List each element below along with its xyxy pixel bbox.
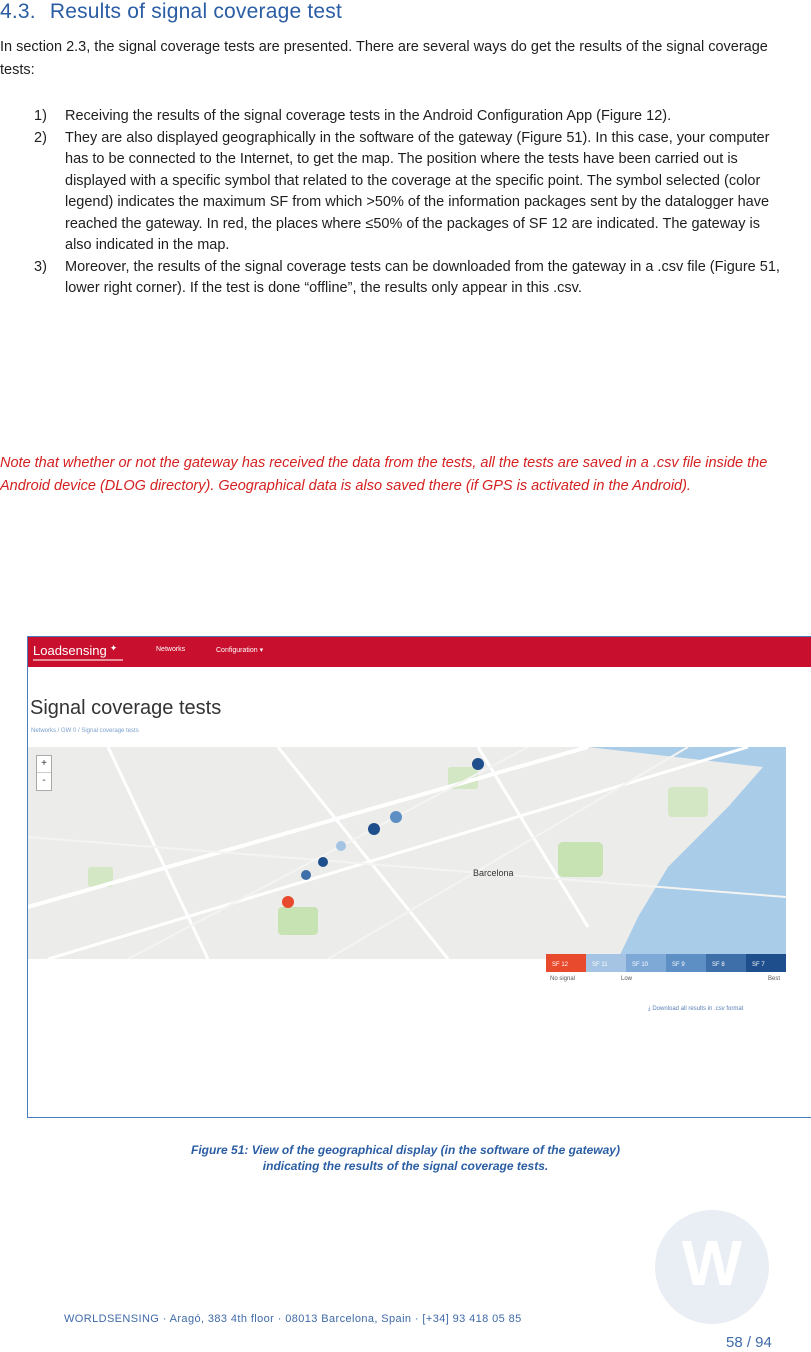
list-item-number: 2) xyxy=(34,129,47,146)
list-item xyxy=(0,128,790,257)
list-item-text: They are also displayed geographically in the software of the gateway (Figure 51). In this case, your computer has to be connected to the Internet, to get the map. The position where the tests have been carried out is displayed with a specific symbol that related to the coverage at the specific point. The symbol selected (color legend) indicates the maximum SF from which >50% of the information packages sent by the datalogger have reached the gateway. In red, the places where ≤50% of the packages of SF 12 are indicated. The gateway is also indicated in the map. xyxy=(65,129,770,253)
legend-mid-label: Low xyxy=(621,976,633,982)
gateway-marker[interactable] xyxy=(472,758,484,770)
worldsensing-logo xyxy=(655,1210,769,1324)
brand-underline xyxy=(33,659,123,661)
section-heading xyxy=(0,0,342,24)
legend-high-label: Best xyxy=(768,976,781,982)
zoom-out-button[interactable]: - xyxy=(37,772,51,789)
logo-letter: W xyxy=(681,1227,743,1299)
legend-low-label: No signal xyxy=(550,976,576,982)
nav-configuration[interactable]: Configuration ▾ xyxy=(216,647,264,654)
caption-line: indicating the results of the signal coverage tests. xyxy=(262,1159,549,1173)
park-area xyxy=(278,907,318,935)
legend-labels xyxy=(546,976,786,986)
breadcrumb[interactable]: Networks / GW 0 / Signal coverage tests xyxy=(31,728,139,734)
page-footer: WORLDSENSING · Aragó, 383 4th floor · 08013 Barcelona, Spain · [+34] 93 418 05 85 xyxy=(64,1313,522,1325)
caption-line: Figure 51: View of the geographical display (in the software of the gateway) xyxy=(191,1143,620,1157)
legend-segment-label: SF 12 xyxy=(552,962,569,968)
legend-segment-label: SF 11 xyxy=(592,962,608,968)
legend-segment-label: SF 7 xyxy=(752,962,765,968)
coverage-point[interactable] xyxy=(318,857,328,867)
list-item-text: Receiving the results of the signal coverage tests in the Android Configuration App (Figure 12). xyxy=(65,108,672,124)
coverage-point[interactable] xyxy=(368,823,380,835)
nav-networks[interactable]: Networks xyxy=(156,646,186,653)
list-item xyxy=(0,106,790,128)
page-number: 58 / 94 xyxy=(726,1334,772,1351)
coverage-point-red[interactable] xyxy=(282,896,294,908)
intro-paragraph: In section 2.3, the signal coverage tests are presented. There are several ways do get the results of the signal coverage tests: xyxy=(0,39,768,78)
park-area xyxy=(668,787,708,817)
list-item-number: 3) xyxy=(34,258,47,275)
brand-logo[interactable]: Loadsensing ✦ xyxy=(33,643,118,658)
coverage-point[interactable] xyxy=(336,841,346,851)
section-number: 4.3. xyxy=(0,0,36,23)
download-csv-link[interactable]: ⤓ Download all results in .csv format xyxy=(648,1006,744,1012)
coverage-map[interactable] xyxy=(28,747,786,959)
brand-mark-icon: ✦ xyxy=(109,643,118,653)
legend-segment-label: SF 9 xyxy=(672,962,685,968)
list-item xyxy=(0,257,790,300)
note-paragraph: Note that whether or not the gateway has received the data from the tests, all the tests are saved in a .csv file inside the Android device (DLOG directory). Geographical data is also saved there (if GPS is activated in the Android). xyxy=(0,455,768,494)
figure-screenshot xyxy=(27,636,811,1118)
list-item-number: 1) xyxy=(34,108,47,124)
results-list xyxy=(0,106,790,300)
figure-page-title: Signal coverage tests xyxy=(30,697,222,719)
app-topbar xyxy=(28,637,811,667)
legend-segment-label: SF 8 xyxy=(712,962,725,968)
zoom-in-button[interactable]: + xyxy=(41,758,47,769)
park-area xyxy=(558,842,603,877)
legend-segment-label: SF 10 xyxy=(632,962,649,968)
coverage-legend xyxy=(546,954,786,972)
coverage-point[interactable] xyxy=(390,811,402,823)
map-zoom-control xyxy=(36,755,52,791)
list-item-text: Moreover, the results of the signal coverage tests can be downloaded from the gateway in a .csv file (Figure 51, lower right corner). If the test is done “offline”, the results only appear in this .csv. xyxy=(65,258,780,296)
map-city-label: Barcelona xyxy=(473,868,514,878)
coverage-point[interactable] xyxy=(301,870,311,880)
section-title: Results of signal coverage test xyxy=(49,0,343,23)
figure-caption xyxy=(0,1142,811,1174)
